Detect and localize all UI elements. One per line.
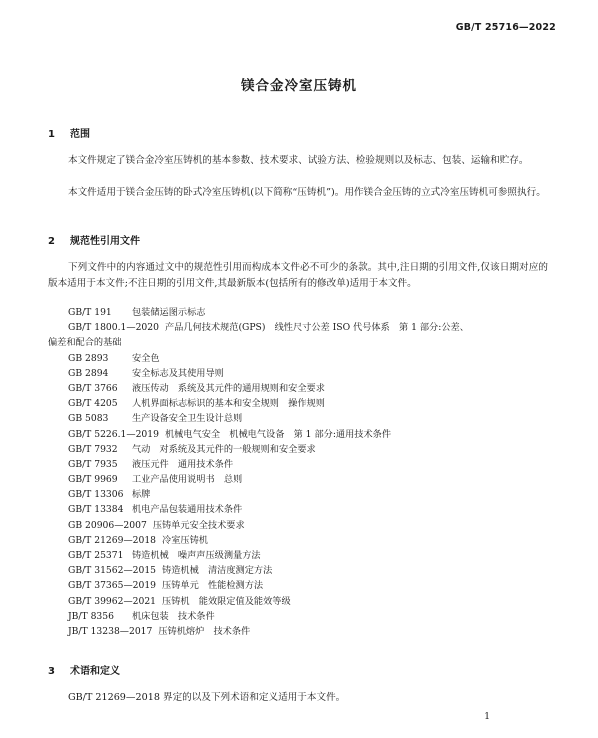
reference-code: GB/T 191 [68, 307, 112, 318]
section-3-heading [48, 662, 120, 677]
reference-title: 机床包装 技术条件 [132, 610, 215, 622]
reference-code: GB/T 1800.1—2020 [68, 322, 159, 334]
reference-item [68, 624, 548, 639]
reference-code: GB/T 5226.1—2019 [68, 428, 159, 440]
reference-title: 铸造机械 清洁度测定方法 [162, 565, 273, 577]
reference-item [68, 533, 548, 548]
reference-code: GB/T 9969 [68, 474, 118, 486]
reference-item [68, 381, 548, 396]
section-1-heading [48, 125, 90, 140]
reference-title: 气动 对系统及其元件的一般规则和安全要求 [132, 443, 316, 455]
section-title: 术语和定义 [70, 666, 120, 677]
reference-title: 人机界面标志标识的基本和安全规则 操作规则 [132, 398, 325, 410]
reference-item [68, 427, 548, 442]
reference-title: 工业产品使用说明书 总则 [132, 474, 243, 486]
reference-item [68, 609, 548, 624]
reference-code: GB/T 37365—2019 [68, 580, 157, 592]
reference-code: GB/T 3766 [68, 382, 118, 394]
standard-code: GB/T 25716—2022 [455, 22, 556, 33]
reference-code: GB/T 21269—2018 [68, 534, 157, 546]
reference-item [68, 594, 548, 609]
reference-item [68, 351, 548, 366]
reference-title: 冷室压铸机 [162, 534, 208, 546]
reference-item [68, 457, 548, 472]
section-1-paragraph-2: 本文件适用于镁合金压铸的卧式冷室压铸机(以下简称“压铸机”)。用作镁合金压铸的立式冷室压铸机可参照执行。 [68, 187, 546, 198]
reference-code: GB/T 13306 [68, 489, 124, 501]
reference-item [68, 578, 548, 593]
reference-title: 标牌 [132, 489, 151, 501]
section-title: 规范性引用文件 [70, 236, 140, 247]
reference-title: 压铸机 能效限定值及能效等级 [162, 595, 291, 607]
reference-title: 安全色 [132, 352, 160, 364]
reference-item [68, 442, 548, 457]
reference-item [68, 548, 548, 563]
reference-item [68, 487, 548, 502]
section-1-paragraph-1: 本文件规定了镁合金冷室压铸机的基本参数、技术要求、试验方法、检验规则以及标志、包装、运输和贮存。 [68, 155, 529, 166]
reference-title: 液压传动 系统及其元件的通用规则和安全要求 [132, 382, 325, 394]
reference-title-continuation: 偏差和配合的基础 [48, 337, 122, 349]
reference-code: GB 2893 [68, 352, 109, 364]
reference-code: GB/T 31562—2015 [68, 565, 157, 577]
section-3-paragraph: GB/T 21269—2018 界定的以及下列术语和定义适用于本文件。 [68, 692, 346, 703]
reference-item [68, 305, 548, 320]
reference-item [68, 518, 548, 533]
section-number: 1 [48, 129, 55, 140]
reference-item [68, 396, 548, 411]
reference-item [68, 472, 548, 487]
reference-title: 机电产品包装通用技术条件 [132, 504, 243, 516]
page-number: 1 [484, 712, 490, 722]
reference-item [68, 502, 548, 517]
reference-title: 压铸单元 性能检测方法 [162, 580, 264, 592]
reference-item [68, 320, 548, 335]
reference-title: 生产设备安全卫生设计总则 [132, 413, 243, 425]
reference-title: 安全标志及其使用导则 [132, 367, 224, 379]
reference-code: GB 2894 [68, 367, 109, 379]
reference-title: 压铸机熔炉 技术条件 [158, 625, 251, 637]
reference-code: GB/T 7932 [68, 443, 118, 455]
reference-title: 机械电气安全 机械电气设备 第 1 部分:通用技术条件 [164, 428, 392, 440]
reference-item [68, 563, 548, 578]
reference-title: 包装储运图示标志 [132, 307, 206, 318]
reference-code: GB 5083 [68, 413, 109, 425]
reference-list [48, 305, 548, 639]
reference-code: GB/T 25371 [68, 550, 124, 561]
section-number: 3 [48, 666, 55, 677]
section-title: 范围 [70, 129, 90, 140]
reference-item [68, 366, 548, 381]
reference-code: JB/T 8356 [68, 610, 114, 622]
reference-code: GB/T 39962—2021 [68, 595, 157, 607]
section-2-heading [48, 232, 140, 247]
reference-item [68, 411, 548, 426]
reference-code: JB/T 13238—2017 [68, 625, 153, 637]
reference-code: GB/T 13384 [68, 504, 124, 516]
section-number: 2 [48, 236, 55, 247]
reference-title: 产品几何技术规范(GPS) 线性尺寸公差 ISO 代号体系 第 1 部分:公差、 [164, 322, 469, 334]
reference-title: 铸造机械 噪声声压级测量方法 [132, 550, 261, 561]
reference-code: GB/T 7935 [68, 458, 118, 470]
document-title: 镁合金冷室压铸机 [241, 78, 357, 94]
reference-title: 液压元件 通用技术条件 [132, 458, 234, 470]
reference-code: GB/T 4205 [68, 398, 118, 410]
reference-title: 压铸单元安全技术要求 [152, 519, 245, 531]
section-2-intro: 下列文件中的内容通过文中的规范性引用而构成本文件必不可少的条款。其中,注日期的引用文件,仅该日期对应的版本适用于本文件;不注日期的引用文件,其最新版本(包括所有的修改单)适用于本文件。 [48, 262, 548, 289]
reference-code: GB 20906—2007 [68, 519, 147, 531]
